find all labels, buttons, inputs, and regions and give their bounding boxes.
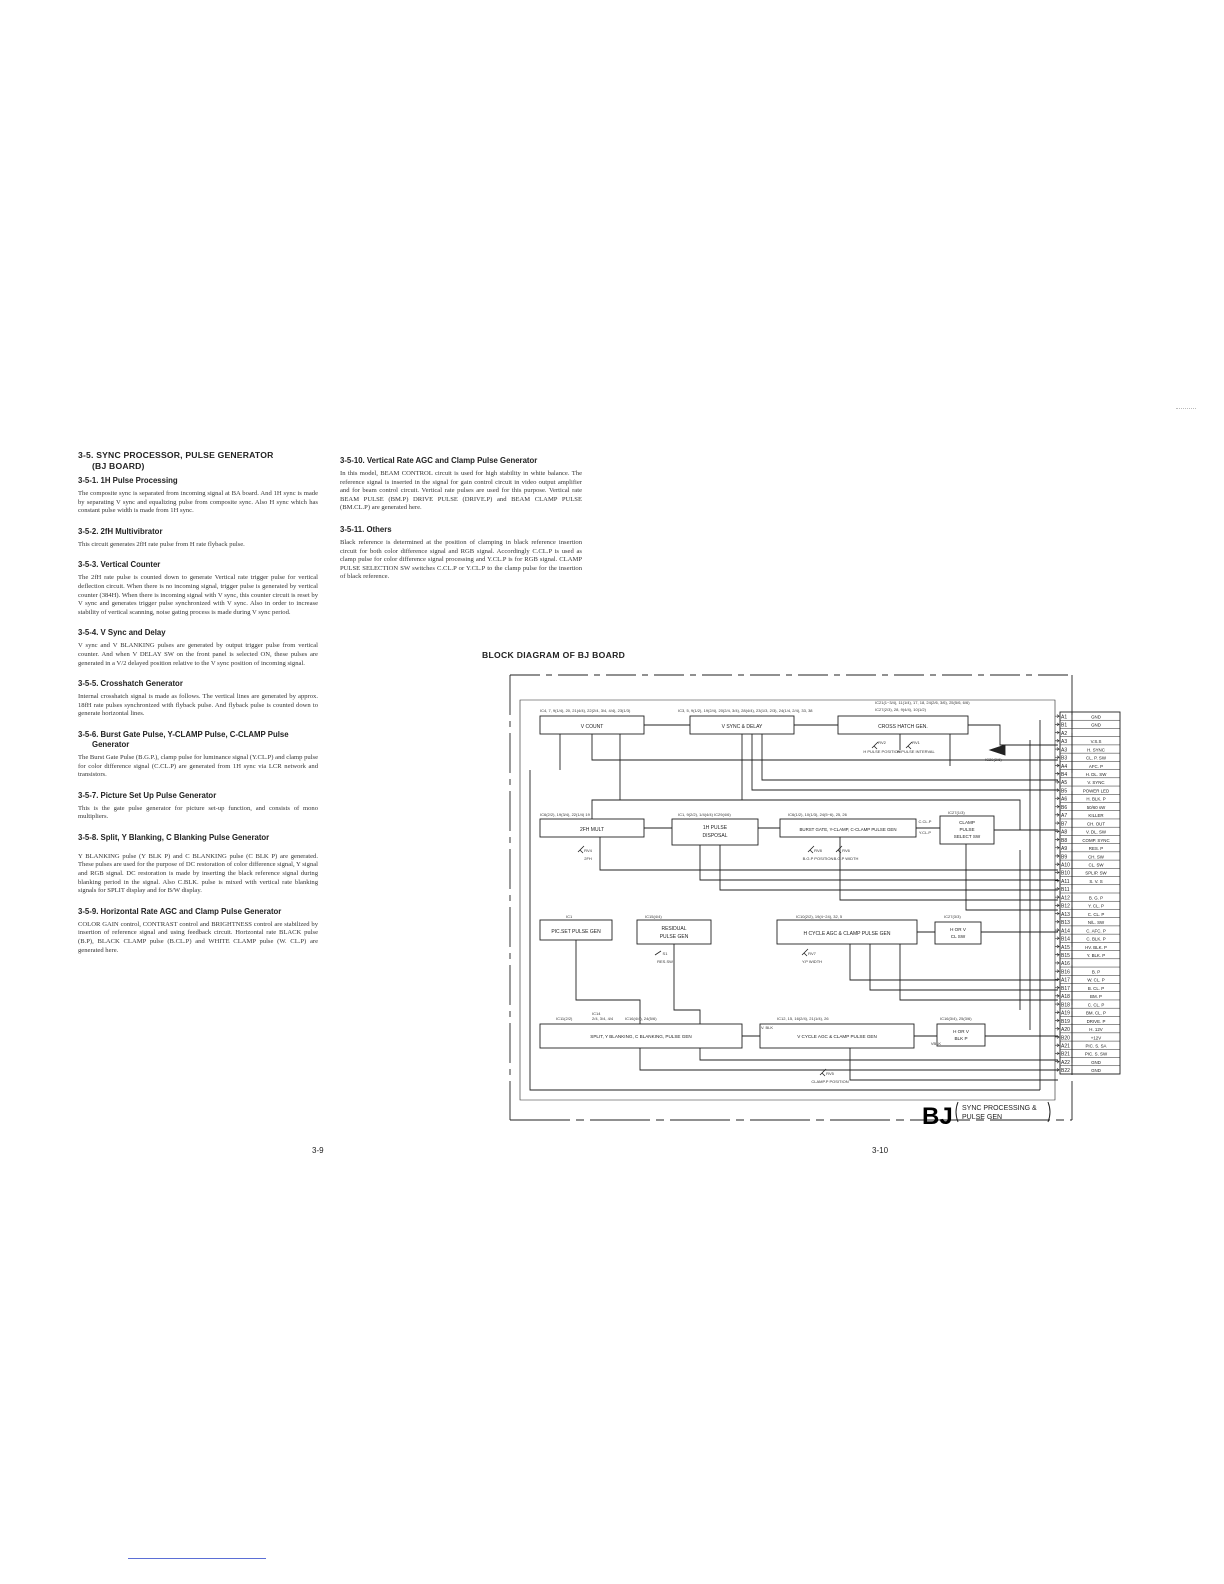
connector-arrow <box>1055 715 1059 718</box>
connector-arrow <box>1055 929 1059 932</box>
connector-signal-name: C. CL. P <box>1087 911 1105 917</box>
ic-label: IC21(1~3/4), 11(1/4), 17, 18, 24(2/6, 3/6), 25(5/6, 6/6) <box>875 700 970 705</box>
connector-pin: A13 <box>1061 911 1070 918</box>
connector-signal-name: Y. CL. P <box>1088 903 1104 909</box>
connector-signal-name: BM. P <box>1090 994 1102 1000</box>
connector-pin: A2 <box>1061 730 1068 737</box>
block-split-blanking: SPLIT, Y BLANKING, C BLANKING, PULSE GEN <box>590 1034 692 1039</box>
connector-signal-name: AFC. P <box>1088 763 1104 769</box>
connector-arrow <box>1055 1068 1059 1071</box>
connector-pin: B8 <box>1061 837 1068 844</box>
rv8-label: RV8 <box>814 848 822 853</box>
block-clamp-select-line3: SELECT SW <box>953 834 981 839</box>
connector-arrow <box>1055 1011 1059 1014</box>
connector-pin: A5 <box>1061 780 1068 787</box>
connector-pin: A22 <box>1061 1059 1070 1066</box>
connector-signal-name: C. CL. P <box>1087 1002 1105 1008</box>
paragraph: The composite sync is separated from incoming signal at BA board. And 1H sync is made by separating V sync and equalizing pulse from composite sync. Also H sync which has constant pulse width is made from 1H sync. <box>78 490 318 515</box>
connector-signal-name: SPLIP. SW <box>1085 870 1107 876</box>
connector-arrow <box>1055 871 1059 874</box>
subsection-heading: 3-5-7. Picture Set Up Pulse Generator <box>78 790 217 800</box>
paragraph: Internal crosshatch signal is made as follows. The vertical lines are generated by approx. 18fH rate pulses synchronized with flyback pulse. And flyback pulse is counted down to generate horizontal lines. <box>78 693 318 718</box>
block-h-or-v-blk-line2: BLK P <box>954 1036 968 1041</box>
c-cl-p-label: C.CL.P <box>918 819 932 824</box>
rv4-function: 2FH <box>584 856 592 861</box>
connector-signal-name: BM. CL. P <box>1085 1010 1107 1016</box>
connector-signal-name: CL. SW <box>1088 862 1104 868</box>
rv2-label: RV2 <box>878 740 886 745</box>
rv7-function: Y.P WIDTH <box>801 959 823 964</box>
connector-arrow <box>1055 789 1059 792</box>
connector-arrow <box>1055 731 1059 734</box>
page-number-right: 3-10 <box>872 1146 889 1155</box>
paragraph: This circuit generates 2fH rate pulse from H rate flyback pulse. <box>78 540 245 548</box>
connector-pin: B17 <box>1061 985 1070 992</box>
rv4-label: RV4 <box>584 848 592 853</box>
connector-signal-name: Y. BLK. P <box>1086 953 1106 959</box>
connector-pin: B11 <box>1061 887 1070 894</box>
connector-arrow <box>1055 912 1059 915</box>
connector-arrow <box>1055 920 1059 923</box>
connector-arrow <box>1055 863 1059 866</box>
rv1-function: H PULSE INTERVAL <box>897 749 935 754</box>
connector-arrow <box>1055 772 1059 775</box>
connector-signal-name: CH. OUT <box>1086 821 1106 827</box>
ic-label: IC14 <box>592 1011 601 1016</box>
subsection-heading: 3-5-1. 1H Pulse Processing <box>78 476 178 485</box>
block-pic-set: PIC.SET PULSE GEN <box>551 929 601 935</box>
ic-label: IC12, 15, 16(2/4), 21(1/4), 26 <box>777 1016 829 1021</box>
connector-pin: A17 <box>1061 977 1070 984</box>
connector-pin: A15 <box>1061 944 1070 951</box>
block-1h-pulse-line1: 1H PULSE <box>702 825 728 831</box>
connector-arrow <box>1055 723 1059 726</box>
connector-signal-name: V. SYNC <box>1087 780 1105 786</box>
connector-arrow <box>1055 764 1059 767</box>
vblk-label: VBLK <box>930 1041 942 1046</box>
ic-label: IC27(3/3) <box>944 914 961 919</box>
block-clamp-select-line2: PULSE <box>959 827 975 832</box>
connector-pin: A6 <box>1061 796 1068 803</box>
connector-signal-name: KILLER <box>1088 813 1104 819</box>
ic-label: IC4, 7, 9(1/4), 20, 21(4/4), 22(2/4, 3/4, 4/4), 23(1/3) <box>540 708 631 713</box>
connector-signal-name: HV. BLK. P <box>1085 944 1107 950</box>
board-caption-line1: SYNC PROCESSING & <box>962 1105 1037 1112</box>
y-cl-p-label: Y.CL.P <box>918 830 932 835</box>
connector-signal-name: POWER LED <box>1082 788 1110 794</box>
connector-arrow <box>1055 1060 1059 1063</box>
rv5-label: RV5 <box>826 1071 834 1076</box>
rv2-function: H PULSE POSITION <box>863 749 901 754</box>
connector-arrow <box>1055 1003 1059 1006</box>
connector-signal-name: GND <box>1091 1059 1101 1065</box>
subsection-heading-line1: 3-5-6. Burst Gate Pulse, Y-CLAMP Pulse, C-CLAMP Pulse <box>78 729 289 739</box>
connector-arrow <box>1055 748 1059 751</box>
connector-signal-name: N/L. SW <box>1087 920 1105 926</box>
connector-pin: B13 <box>1061 920 1070 927</box>
rv5-function: CLAMP.P POSITION <box>811 1079 849 1084</box>
connector-pin: B22 <box>1061 1068 1070 1075</box>
connector-arrow <box>1055 896 1059 899</box>
connector-arrow <box>1055 970 1059 973</box>
connector-pin: B20 <box>1061 1035 1070 1042</box>
subsection-heading: 3-5-2. 2fH Multivibrator <box>78 526 163 536</box>
connector-signal-name: C. AFC. P <box>1086 928 1106 934</box>
block-2fh-mult: 2FH MULT <box>579 827 605 833</box>
connector-signal-name: GND <box>1091 714 1101 720</box>
connector-pin: A3 <box>1061 747 1068 754</box>
connector-pin: B7 <box>1061 821 1068 828</box>
paragraph: Y BLANKING pulse (Y BLK P) and C BLANKING pulse (C BLK P) are generated. These pulses are used for the purpose of DC restoration of color difference signal, Y signal and RGB signal. DC restoration is made by inserting the black reference signal during blanking period in the signal. Also C.BLK. pulse is mixed with vertical rate blanking signals for SPLIT display and for B/W display. <box>78 852 318 895</box>
connector-pin: A10 <box>1061 862 1070 869</box>
page-number-left: 3-9 <box>312 1146 324 1155</box>
connector-signal-name: V. DL. SW <box>1085 829 1107 835</box>
block-1h-pulse-line2: DISPOSAL <box>702 833 728 839</box>
connector-signal-name: S. V. S <box>1089 878 1103 884</box>
paragraph: In this model, BEAM CONTROL circuit is used for high stability in white balance. The reference signal is inserted in the signal for gain control circuit in video output amplifier and for beam control circuit. Vertical rate pulses are used for this purpose. Vertical rate BEAM PULSE (BM.P) DRIVE PULSE (DRIVE.P) and BEAM CLAMP PULSE (BM.CL.P) are generated here. <box>340 470 582 512</box>
paragraph: The Burst Gate Pulse (B.G.P.), clamp pulse for luminance signal (Y.CL.P) and clamp pulse for color difference signal (C.CL.P) are generated from 1H sync via LCR network and transistors. <box>78 753 318 779</box>
connector-pin: B9 <box>1061 854 1068 861</box>
section-title-line1: 3-5. SYNC PROCESSOR, PULSE GENERATOR <box>78 450 274 460</box>
block-residual-line2: PULSE GEN <box>659 934 689 940</box>
rv6-label: RV6 <box>842 848 850 853</box>
connector-arrow <box>1055 822 1059 825</box>
connector-pin: B18 <box>1061 1002 1070 1009</box>
block-h-or-v-blk-line1: H OR V <box>953 1029 969 1034</box>
connector-pin: B5 <box>1061 788 1068 795</box>
connector-signal-name: V.S.S <box>1090 739 1102 745</box>
subsection-heading-line2: Generator <box>92 739 130 749</box>
connector-signal-name: GND <box>1091 1068 1101 1074</box>
connector-arrow <box>1055 1044 1059 1047</box>
connector-signal-name: DRIVE. P <box>1086 1018 1106 1024</box>
ic-label: IC27(2/3), 28, 9(4/4), 10(1/2) <box>875 707 926 712</box>
block-h-cycle-agc: H CYCLE AGC & CLAMP PULSE GEN <box>803 931 891 937</box>
connector-pin: A4 <box>1061 763 1068 770</box>
connector-pin: B4 <box>1061 772 1068 779</box>
connector-table <box>1055 714 1120 1074</box>
s1-label: S1 <box>662 951 668 956</box>
connector-pin: B1 <box>1061 722 1068 729</box>
subsection-heading: 3-5-3. Vertical Counter <box>78 560 161 570</box>
connector-pin: A21 <box>1061 1043 1070 1050</box>
connector-arrow <box>1055 937 1059 940</box>
block-clamp-select-line1: CLAMP <box>959 820 975 825</box>
connector-arrow <box>1055 854 1059 857</box>
connector-signal-name: CL. P. SW <box>1086 755 1106 761</box>
connector-pin: B14 <box>1061 936 1070 943</box>
connector-pin: A16 <box>1061 961 1070 968</box>
subsection-heading: 3-5-4. V Sync and Delay <box>78 628 166 638</box>
subsection-heading: 3-5-5. Crosshatch Generator <box>78 679 183 689</box>
footer-rule <box>128 1558 266 1559</box>
connector-signal-name: 50/60 sW <box>1086 804 1106 810</box>
connector-pin: A19 <box>1061 1010 1070 1017</box>
block-residual-line1: RESIDUAL <box>661 926 687 932</box>
connector-signal-name: GND <box>1091 722 1101 728</box>
ic-label: IC6(1/2), 10(1/3), 24(5~6), 25, 26 <box>788 812 847 817</box>
connector-pin: A9 <box>1061 846 1068 853</box>
connector-signal-name: B. G. P <box>1088 895 1104 901</box>
connector-signal-name: H. 12V <box>1089 1027 1103 1033</box>
block-h-or-v-cl-line2: CL SW <box>950 934 966 939</box>
connector-signal-name: +12V <box>1090 1035 1102 1041</box>
ic-label: IC3, 5, 9(1/2), 19(2/4), 20(2/4, 3/4), 28(4/4), 23(1/3, 2/3), 24(1/4, 2/4), 33, 38 <box>678 708 813 713</box>
connector-signal-name: H. SYNC <box>1087 747 1105 753</box>
connector-signal-name: C. BLK. P <box>1086 936 1106 942</box>
connector-pin: A7 <box>1061 813 1068 820</box>
ic-label: 2/4, 3/4, 4/4 <box>592 1016 614 1021</box>
connector-arrow <box>1055 986 1059 989</box>
connector-pin: A11 <box>1061 878 1070 885</box>
ic-label: IC1 <box>566 914 573 919</box>
connector-arrow <box>1055 904 1059 907</box>
connector-arrow <box>1055 994 1059 997</box>
connector-arrow <box>1055 756 1059 759</box>
ic-label: IC10(2/2), 19(4~24), 32, 5 <box>796 914 843 919</box>
paragraph: COLOR GAIN control, CONTRAST control and BRIGHTNESS control are stabilized by insertion of reference signal and using feedback circuit. Horizontal rate BLACK pulse (B.P), BLACK CLAMP pulse (B.CL.P) and WHITE CLAMP pulse (W. CL.P) are generated here. <box>78 920 318 954</box>
connector-signal-name: CH. SW <box>1088 854 1104 860</box>
connector-signal-name: PIC. S. SA <box>1085 1043 1107 1049</box>
connector-arrow <box>1055 838 1059 841</box>
connector-signal-name: B. CL. P <box>1087 985 1105 991</box>
subsection-heading: 3-5-8. Split, Y Blanking, C Blanking Pulse Generator <box>78 832 270 842</box>
connector-arrow <box>1055 739 1059 742</box>
rv6-function: B.G.P WIDTH <box>833 856 859 861</box>
scan-artifact <box>1176 408 1196 410</box>
connector-arrow <box>1055 961 1059 964</box>
connector-pin: A14 <box>1061 928 1070 935</box>
connector-pin: A3 <box>1061 739 1068 746</box>
paragraph: This is the gate pulse generator for picture set-up function, and consists of mono multipliers. <box>78 804 318 821</box>
block-h-or-v-cl-line1: H OR V <box>950 927 966 932</box>
s1-function: RES.SW <box>657 959 673 964</box>
connector-pin: B3 <box>1061 755 1068 762</box>
ic-label: IC6(2/2), 19(3/4), 22(1/4) 19 <box>540 812 590 817</box>
connector-signal-name: RES. P <box>1088 846 1104 852</box>
connector-arrow <box>1055 953 1059 956</box>
connector-signal-name: W. CL. P <box>1087 977 1105 983</box>
connector-pin: A12 <box>1061 895 1070 902</box>
ic-label: IC15(4/4) <box>645 914 662 919</box>
connector-pin: A8 <box>1061 829 1068 836</box>
subsection-heading: 3-5-10. Vertical Rate AGC and Clamp Pulse Generator <box>340 456 538 465</box>
board-caption-line2: PULSE GEN <box>962 1114 1003 1121</box>
connector-pin: B12 <box>1061 903 1070 910</box>
ic-label: IC1, 9(2/2), 1/4(4/4) IC29(4/6) <box>678 812 731 817</box>
connector-pin: B16 <box>1061 969 1070 976</box>
rv7-label: RV7 <box>808 951 816 956</box>
connector-signal-name: H. DL. SW <box>1085 772 1107 778</box>
ic-label: IC16(3/4), 25(3/6) <box>940 1016 972 1021</box>
connector-signal-name: PIC. S. SW <box>1084 1051 1108 1057</box>
connector-pin: A1 <box>1061 714 1068 721</box>
diagram-title: BLOCK DIAGRAM OF BJ BOARD <box>482 650 626 660</box>
connector-arrow <box>1055 813 1059 816</box>
paragraph: The 2fH rate pulse is counted down to generate Vertical rate trigger pulse for vertical deflection circuit. When there is no incoming signal, trigger pulse is generated by vertical counter (384H). When there is incoming signal with V sync, this counter circuit is reset by V sync and generates trigger pulse synchronized with V sync. Also in order to increase stability of vertical scanning, noise gating process is made during V sync period. <box>78 574 318 616</box>
connector-pin: A20 <box>1061 1027 1070 1034</box>
connector-arrow <box>1055 1027 1059 1030</box>
ic-label: IC27(1/3) <box>948 810 965 815</box>
rv8-function: B.G.P POSITION <box>802 856 834 861</box>
block-v-sync-delay: V SYNC & DELAY <box>721 724 763 730</box>
ic-label: IC16(4/4), 24(5/6) <box>625 1016 657 1021</box>
connector-arrow <box>1055 780 1059 783</box>
subsection-heading: 3-5-11. Others <box>340 524 392 534</box>
board-letters: BJ <box>922 1103 953 1130</box>
connector-pin: B19 <box>1061 1018 1070 1025</box>
connector-pin: A18 <box>1061 994 1070 1001</box>
connector-signal-name: H. BLK. P <box>1086 796 1106 802</box>
section-title-line2: (BJ BOARD) <box>92 461 145 471</box>
connector-signal-name: B. P <box>1091 969 1101 975</box>
connector-pin: B6 <box>1061 804 1068 811</box>
connector-arrow <box>1055 945 1059 948</box>
paragraph: Black reference is determined at the position of clamping in black reference insertion circuit for both color difference signal and RGB signal. Accordingly C.CL.P is used as clamp pulse for color difference signal processing and Y.CL.P is for RGB signal. CLAMP PULSE SELECTION SW switches C.CL.P or Y.CL.P to the clamp pulse for the insertion of black reference. <box>340 538 582 581</box>
connector-signal-name: COMP. SYNC <box>1082 837 1110 843</box>
connector-pin: B10 <box>1061 870 1070 877</box>
block-cross-hatch: CROSS HATCH GEN. <box>878 724 928 730</box>
block-burst-gate: BURST GATE, Y-CLAMP, C-CLAMP PULSE GEN <box>799 827 897 832</box>
connector-arrow <box>1055 1052 1059 1055</box>
connector-pin: B21 <box>1061 1051 1070 1058</box>
connector-arrow <box>1055 797 1059 800</box>
block-v-count: V COUNT <box>580 724 604 730</box>
subsection-heading: 3-5-9. Horizontal Rate AGC and Clamp Pulse Generator <box>78 906 282 916</box>
connector-arrow <box>1055 1019 1059 1022</box>
ic-label: IC29(2/6) <box>985 757 1002 762</box>
ic-label: IC11(2/2) <box>556 1016 573 1021</box>
connector-arrow <box>1055 846 1059 849</box>
connector-arrow <box>1055 805 1059 808</box>
block-v-cycle-agc: V CYCLE AGC & CLAMP PULSE GEN <box>797 1034 877 1039</box>
v-blk-label: V. BLK <box>760 1025 774 1030</box>
connector-pin: B15 <box>1061 953 1070 960</box>
rv1-label: RV1 <box>912 740 920 745</box>
paragraph: V sync and V BLANKING pulses are generated by output trigger pulse from vertical counter. And when V DELAY SW on the front panel is selected ON, these pulses are generated in a V/2 delayed position relative to the V sync position of incoming signal. <box>78 642 318 667</box>
